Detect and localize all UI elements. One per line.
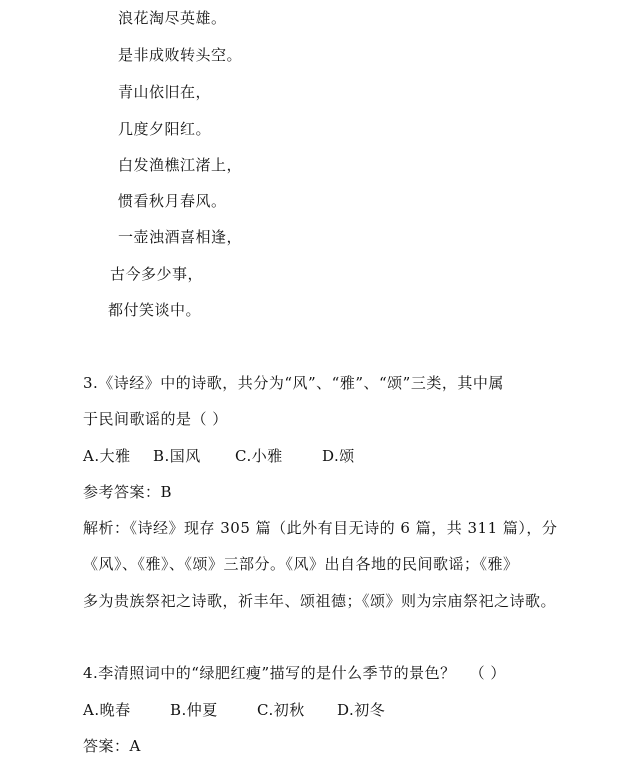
poem-line: 是非成败转头空。 (118, 46, 243, 64)
question-4-stem-text: 4.李清照词中的“绿肥红瘦”描写的是什么季节的景色？ (83, 664, 456, 682)
question-4-answer: 答案：A (83, 737, 141, 755)
question-3-stem-line-1: 3.《诗经》中的诗歌，共分为“风”、“雅”、“颂”三类，其中属 (83, 374, 504, 392)
question-3-explanation-line: 《风》、《雅》、《颂》三部分。《风》出自各地的民间歌谣；《雅》 (83, 555, 519, 573)
poem-line: 惯看秋月春风。 (118, 192, 227, 210)
option-d: D.颂 (322, 447, 355, 465)
question-3-answer: 参考答案：B (83, 483, 173, 501)
poem-line: 几度夕阳红。 (118, 120, 212, 138)
poem-line: 都付笑谈中。 (108, 301, 202, 319)
option-c: C.初秋 (257, 701, 305, 719)
poem-line: 古今多少事， (110, 265, 204, 283)
option-a: A.大雅 (83, 447, 131, 465)
poem-line: 一壶浊酒喜相逢， (118, 228, 243, 246)
option-b: B.仲夏 (170, 701, 218, 719)
poem-line: 浪花淘尽英雄。 (118, 9, 227, 27)
question-3-stem-line-2: 于民间歌谣的是（ ） (83, 410, 228, 428)
option-b: B.国风 (153, 447, 201, 465)
question-3-options (83, 446, 355, 466)
option-a: A.晚春 (83, 701, 131, 719)
poem-line: 青山依旧在， (118, 83, 212, 101)
question-3-explanation-line: 解析：《诗经》现存 305 篇（此外有目无诗的 6 篇，共 311 篇），分 (83, 519, 558, 537)
poem-line: 白发渔樵江渚上， (118, 156, 243, 174)
option-c: C.小雅 (235, 447, 283, 465)
question-4-options (83, 700, 385, 720)
option-d: D.初冬 (337, 701, 386, 719)
question-3-explanation-line: 多为贵族祭祀之诗歌，祈丰年、颂祖德；《颂》则为宗庙祭祀之诗歌。 (83, 592, 557, 610)
question-4-stem (83, 663, 506, 683)
answer-blank: （ ） (469, 664, 506, 682)
